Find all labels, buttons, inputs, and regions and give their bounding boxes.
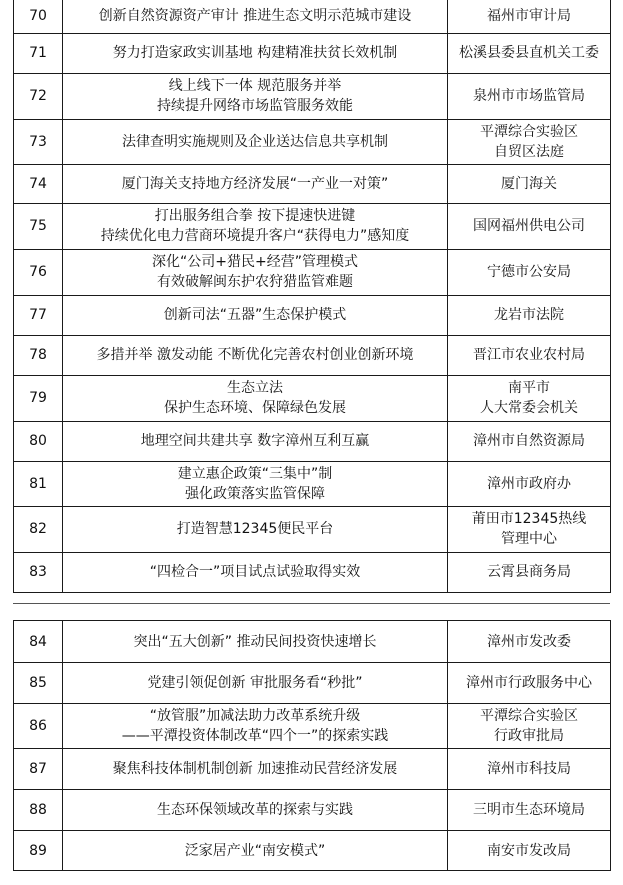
case-title-line: 强化政策落实监管保障 [185,485,325,502]
submitting-unit [448,749,611,790]
row-number: 71 [14,33,63,73]
table-part-1 [13,0,610,593]
submitting-unit-line: 晋江市农业农村局 [473,347,585,363]
table-row [14,73,611,119]
case-title [63,203,448,249]
case-title [63,461,448,506]
case-title [63,335,448,375]
table-row [14,0,611,33]
table-row [14,421,611,461]
case-title-line: 打出服务组合拳 按下提速快进键 [154,208,356,224]
table-body-2 [14,621,611,871]
submitting-unit [448,421,611,461]
case-title [63,33,448,73]
case-title-line: 泛家居产业“南安模式” [184,842,326,859]
submitting-unit [448,0,611,33]
submitting-unit [448,164,611,203]
table-row [14,375,611,421]
submitting-unit-line: 漳州市科技局 [487,761,571,777]
row-number: 82 [14,506,63,552]
case-title-line: 法律查明实施规则及企业送达信息共享机制 [122,133,388,150]
row-number: 72 [14,73,63,119]
table-row [14,704,611,749]
case-title-line: “放管服”加减法助力改革系统升级 [149,708,361,724]
case-title [63,119,448,164]
table-body-1 [14,0,611,592]
case-title-line: 线上线下一体 规范服务并举 [168,78,342,94]
submitting-unit-line: 国网福州供电公司 [473,218,585,234]
submitting-unit-line: 漳州市自然资源局 [473,433,585,449]
submitting-unit [448,663,611,704]
case-title-line: 多措并举 激发动能 不断优化完善农村创业创新环境 [96,347,414,363]
submitting-unit [448,335,611,375]
submitting-unit-line: 漳州市发改委 [487,633,571,650]
case-title-line: 持续优化电力营商环境提升客户“获得电力”感知度 [100,228,410,244]
case-title [63,831,448,871]
table-row [14,790,611,831]
row-number: 78 [14,335,63,375]
row-number: 70 [14,0,63,33]
case-title-line: 创新自然资源资产审计 推进生态文明示范城市建设 [98,8,412,25]
submitting-unit [448,790,611,831]
submitting-unit [448,73,611,119]
submitting-unit-line: 漳州市行政服务中心 [466,675,592,691]
table-row [14,621,611,663]
table-row [14,663,611,704]
table-row [14,749,611,790]
case-title-line: 突出“五大创新” 推动民间投资快速增长 [133,633,377,650]
submitting-unit-line: 管理中心 [501,531,557,547]
case-title [63,621,448,663]
case-title [63,663,448,704]
case-title [63,552,448,592]
row-number: 85 [14,663,63,704]
case-title-line: 聚焦科技体制机制创新 加速推动民营经济发展 [112,761,398,777]
table-row [14,203,611,249]
submitting-unit [448,704,611,749]
submitting-unit [448,295,611,335]
submitting-unit-line: 福州市审计局 [487,8,571,25]
case-title-line: 党建引领促创新 审批服务看“秒批” [147,675,363,691]
case-title-line: 厦门海关支持地方经济发展“一产业一对策” [121,175,389,192]
submitting-unit-line: 三明市生态环境局 [473,802,585,818]
submitting-unit-line: 南安市发改局 [487,842,571,859]
row-number: 77 [14,295,63,335]
row-number: 74 [14,164,63,203]
table-row [14,33,611,73]
case-table-2 [13,620,611,871]
case-title-line: 建立惠企政策“三集中”制 [177,465,333,482]
submitting-unit-line: 龙岩市法院 [494,307,564,323]
submitting-unit-line: 平潭综合实验区 [480,708,578,724]
row-number: 80 [14,421,63,461]
case-title [63,506,448,552]
submitting-unit-line: 自贸区法庭 [494,143,564,160]
case-title-line: 生态立法 [227,380,283,396]
case-title-line: ——平潭投资体制改革“四个一”的探索实践 [121,728,389,744]
case-title-line: 努力打造家政实训基地 构建精准扶贫长效机制 [112,45,398,61]
case-title [63,421,448,461]
case-title [63,704,448,749]
case-title [63,73,448,119]
row-number: 76 [14,249,63,295]
submitting-unit [448,33,611,73]
case-title-line: 保护生态环境、保障绿色发展 [164,400,346,416]
submitting-unit-line: 漳州市政府办 [487,475,571,492]
case-title-line: 有效破解闽东护农狩猎监管难题 [157,274,353,290]
table-row [14,831,611,871]
row-number: 81 [14,461,63,506]
row-number: 86 [14,704,63,749]
row-number: 88 [14,790,63,831]
submitting-unit-line: 松溪县委县直机关工委 [459,45,599,61]
row-number: 79 [14,375,63,421]
submitting-unit [448,831,611,871]
case-title-line: 持续提升网络市场监管服务效能 [157,98,353,114]
table-row [14,295,611,335]
table-row [14,335,611,375]
table-row [14,164,611,203]
case-title-line: “四检合一”项目试点试验取得实效 [149,564,361,580]
case-title-line: 生态环保领域改革的探索与实践 [157,802,353,818]
case-title-line: 地理空间共建共享 数字漳州互利互赢 [140,433,370,449]
submitting-unit-line: 泉州市市场监管局 [473,88,585,104]
submitting-unit-line: 平潭综合实验区 [480,123,578,140]
row-number: 73 [14,119,63,164]
row-number: 87 [14,749,63,790]
table-row [14,249,611,295]
case-title-line: 深化“公司+猎民+经营”管理模式 [152,254,358,270]
case-title [63,790,448,831]
case-title [63,749,448,790]
submitting-unit [448,506,611,552]
case-title [63,0,448,33]
submitting-unit [448,552,611,592]
table-row [14,119,611,164]
case-title-line: 打造智慧12345便民平台 [176,521,334,537]
submitting-unit [448,249,611,295]
row-number: 75 [14,203,63,249]
submitting-unit-line: 行政审批局 [494,728,564,744]
case-table-1 [13,0,611,593]
case-title [63,164,448,203]
row-number: 83 [14,552,63,592]
submitting-unit-line: 人大常委会机关 [480,400,578,416]
submitting-unit-line: 厦门海关 [501,175,557,192]
submitting-unit [448,621,611,663]
submitting-unit-line: 南平市 [508,380,550,396]
row-number: 84 [14,621,63,663]
table-row [14,461,611,506]
submitting-unit-line: 宁德市公安局 [487,264,571,280]
submitting-unit [448,119,611,164]
submitting-unit-line: 云霄县商务局 [487,564,571,580]
table-row [14,506,611,552]
case-title [63,375,448,421]
table-row [14,552,611,592]
submitting-unit [448,375,611,421]
submitting-unit [448,203,611,249]
row-number: 89 [14,831,63,871]
case-title [63,295,448,335]
case-title-line: 创新司法“五器”生态保护模式 [163,307,347,323]
submitting-unit [448,461,611,506]
table-part-2 [13,620,610,871]
page-divider [13,603,610,604]
case-title [63,249,448,295]
submitting-unit-line: 莆田市12345热线 [471,511,587,527]
